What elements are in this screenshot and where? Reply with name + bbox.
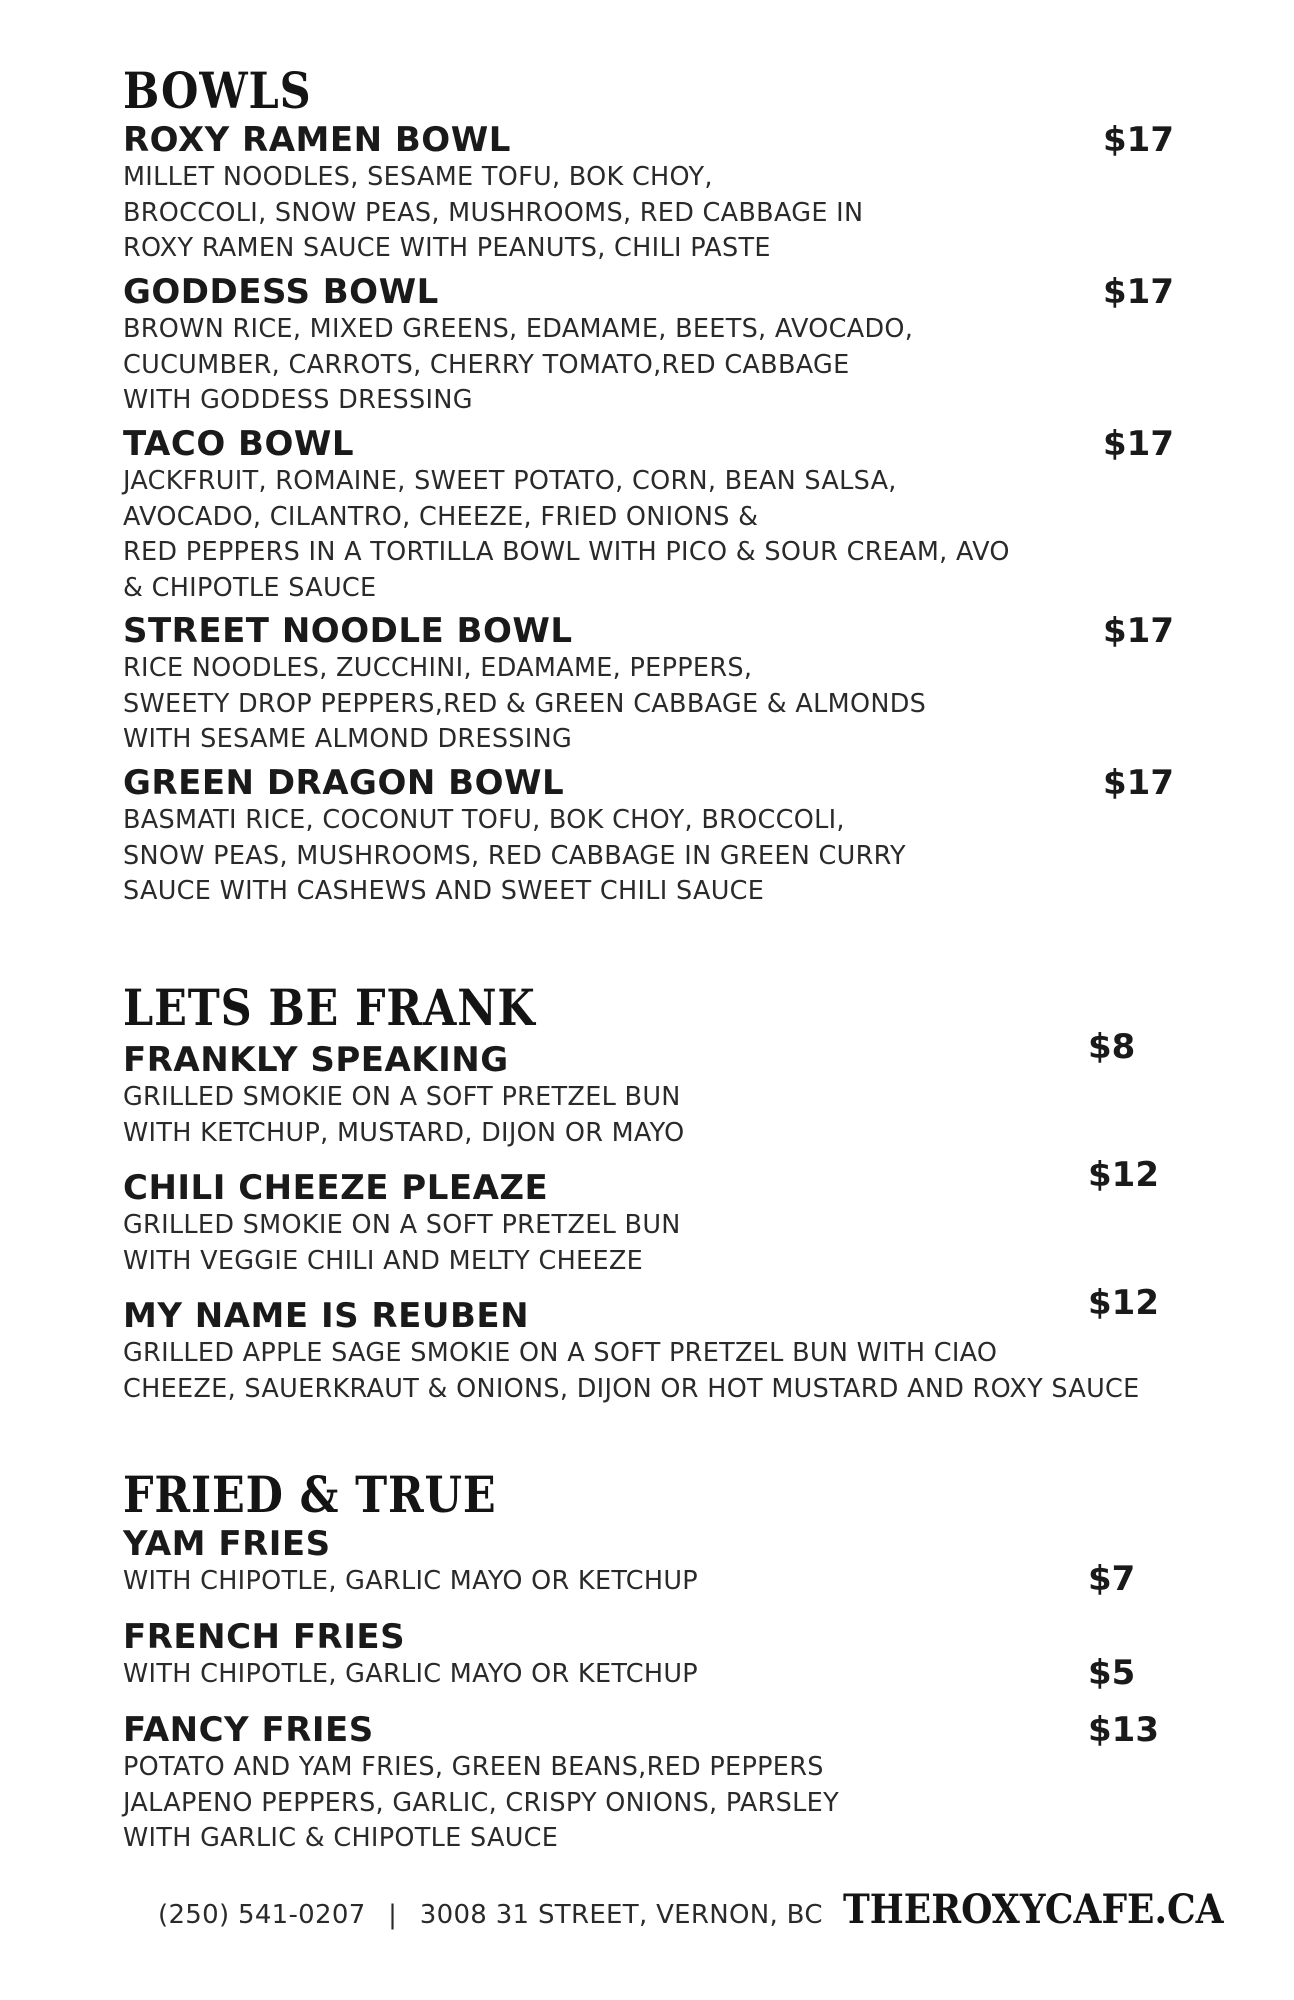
item-price: $17 xyxy=(1103,763,1174,803)
description-line: JALAPENO PEPPERS, GARLIC, CRISPY ONIONS, PARSLEY xyxy=(123,1787,839,1818)
item-description xyxy=(123,312,1203,419)
menu-item-green-dragon-bowl xyxy=(123,763,1203,910)
item-price: $17 xyxy=(1103,424,1174,464)
item-description xyxy=(123,1208,1203,1279)
item-price: $7 xyxy=(1088,1559,1136,1599)
item-description xyxy=(123,160,1203,267)
item-price: $12 xyxy=(1088,1155,1159,1195)
item-description xyxy=(123,1657,1203,1693)
item-price: $17 xyxy=(1103,272,1174,312)
description-line: GRILLED SMOKIE ON A SOFT PRETZEL BUN xyxy=(123,1210,681,1240)
footer-contact xyxy=(158,1900,823,1930)
menu-item-roxy-ramen-bowl xyxy=(123,120,1203,267)
description-line: WITH GODDESS DRESSING xyxy=(123,385,473,415)
menu-item-my-name-is-reuben xyxy=(123,1296,1203,1407)
menu-item-street-noodle-bowl xyxy=(123,611,1203,758)
description-line: JACKFRUIT, ROMAINE, SWEET POTATO, CORN, BEAN SALSA, xyxy=(123,466,897,496)
item-name: STREET NOODLE BOWL xyxy=(123,611,573,651)
description-line: BASMATI RICE, COCONUT TOFU, BOK CHOY, BROCCOLI, xyxy=(123,805,845,835)
description-line: MILLET NOODLES, SESAME TOFU, BOK CHOY, xyxy=(123,162,713,192)
item-description xyxy=(123,1336,1203,1407)
description-line: POTATO AND YAM FRIES, GREEN BEANS,RED PEPPERS xyxy=(123,1752,824,1782)
description-line: ROXY RAMEN SAUCE WITH PEANUTS, CHILI PASTE xyxy=(123,233,771,263)
description-line: SWEETY DROP PEPPERS,RED & GREEN CABBAGE & ALMONDS xyxy=(123,688,927,719)
item-price: $8 xyxy=(1088,1027,1136,1067)
item-price: $12 xyxy=(1088,1283,1159,1323)
item-name: FRENCH FRIES xyxy=(123,1617,406,1657)
description-line: WITH KETCHUP, MUSTARD, DIJON OR MAYO xyxy=(123,1117,685,1148)
item-description xyxy=(123,1750,1203,1857)
item-name: MY NAME IS REUBEN xyxy=(123,1296,530,1336)
menu-item-goddess-bowl xyxy=(123,272,1203,419)
website-link[interactable]: THEROXYCAFE.CA xyxy=(843,1886,1224,1933)
description-line: WITH CHIPOTLE, GARLIC MAYO OR KETCHUP xyxy=(123,1566,698,1596)
item-price: $5 xyxy=(1088,1653,1136,1693)
item-name: CHILI CHEEZE PLEAZE xyxy=(123,1168,549,1208)
menu-item-chili-cheeze-pleaze xyxy=(123,1168,1203,1279)
description-line: & CHIPOTLE SAUCE xyxy=(123,572,377,603)
description-line: WITH CHIPOTLE, GARLIC MAYO OR KETCHUP xyxy=(123,1659,698,1689)
item-description xyxy=(123,464,1203,606)
description-line: GRILLED APPLE SAGE SMOKIE ON A SOFT PRETZEL BUN WITH CIAO xyxy=(123,1338,998,1368)
menu-item-yam-fries xyxy=(123,1524,1203,1600)
item-name: TACO BOWL xyxy=(123,424,355,464)
item-description xyxy=(123,1564,1203,1600)
item-name: ROXY RAMEN BOWL xyxy=(123,120,511,160)
description-line: WITH GARLIC & CHIPOTLE SAUCE xyxy=(123,1823,559,1853)
item-name: GODDESS BOWL xyxy=(123,272,439,312)
description-line: CUCUMBER, CARROTS, CHERRY TOMATO,RED CABBAGE xyxy=(123,349,850,380)
description-line: BROCCOLI, SNOW PEAS, MUSHROOMS, RED CABBAGE IN xyxy=(123,197,864,228)
description-line: SAUCE WITH CASHEWS AND SWEET CHILI SAUCE xyxy=(123,876,765,906)
item-description xyxy=(123,803,1203,910)
item-price: $13 xyxy=(1088,1710,1159,1750)
item-name: FRANKLY SPEAKING xyxy=(123,1040,509,1080)
menu-item-taco-bowl xyxy=(123,424,1203,606)
description-line: WITH SESAME ALMOND DRESSING xyxy=(123,724,573,754)
description-line: SNOW PEAS, MUSHROOMS, RED CABBAGE IN GREEN CURRY xyxy=(123,840,906,871)
item-price: $17 xyxy=(1103,611,1174,651)
footer xyxy=(0,1886,1294,1946)
description-line: RICE NOODLES, ZUCCHINI, EDAMAME, PEPPERS, xyxy=(123,653,753,683)
address: 3008 31 STREET, VERNON, BC xyxy=(419,1900,823,1930)
menu-item-fancy-fries xyxy=(123,1710,1203,1857)
item-name: FANCY FRIES xyxy=(123,1710,374,1750)
item-name: YAM FRIES xyxy=(123,1524,331,1564)
description-line: AVOCADO, CILANTRO, CHEEZE, FRIED ONIONS & xyxy=(123,501,759,532)
footer-separator: | xyxy=(388,1900,398,1930)
item-price: $17 xyxy=(1103,120,1174,160)
description-line: BROWN RICE, MIXED GREENS, EDAMAME, BEETS, AVOCADO, xyxy=(123,314,914,344)
menu-item-frankly-speaking xyxy=(123,1040,1203,1151)
phone-number[interactable]: (250) 541-0207 xyxy=(158,1900,366,1930)
description-line: WITH VEGGIE CHILI AND MELTY CHEEZE xyxy=(123,1245,644,1276)
item-name: GREEN DRAGON BOWL xyxy=(123,763,565,803)
item-description xyxy=(123,651,1203,758)
menu-item-french-fries xyxy=(123,1617,1203,1693)
section-title-lets-be-frank: LETS BE FRANK xyxy=(123,978,536,1037)
section-title-fried-and-true: FRIED & TRUE xyxy=(123,1465,497,1524)
item-description xyxy=(123,1080,1203,1151)
section-title-bowls: BOWLS xyxy=(123,61,312,120)
description-line: GRILLED SMOKIE ON A SOFT PRETZEL BUN xyxy=(123,1082,681,1112)
description-line: CHEEZE, SAUERKRAUT & ONIONS, DIJON OR HOT MUSTARD AND ROXY SAUCE xyxy=(123,1373,1140,1404)
description-line: RED PEPPERS IN A TORTILLA BOWL WITH PICO & SOUR CREAM, AVO xyxy=(123,537,1010,567)
